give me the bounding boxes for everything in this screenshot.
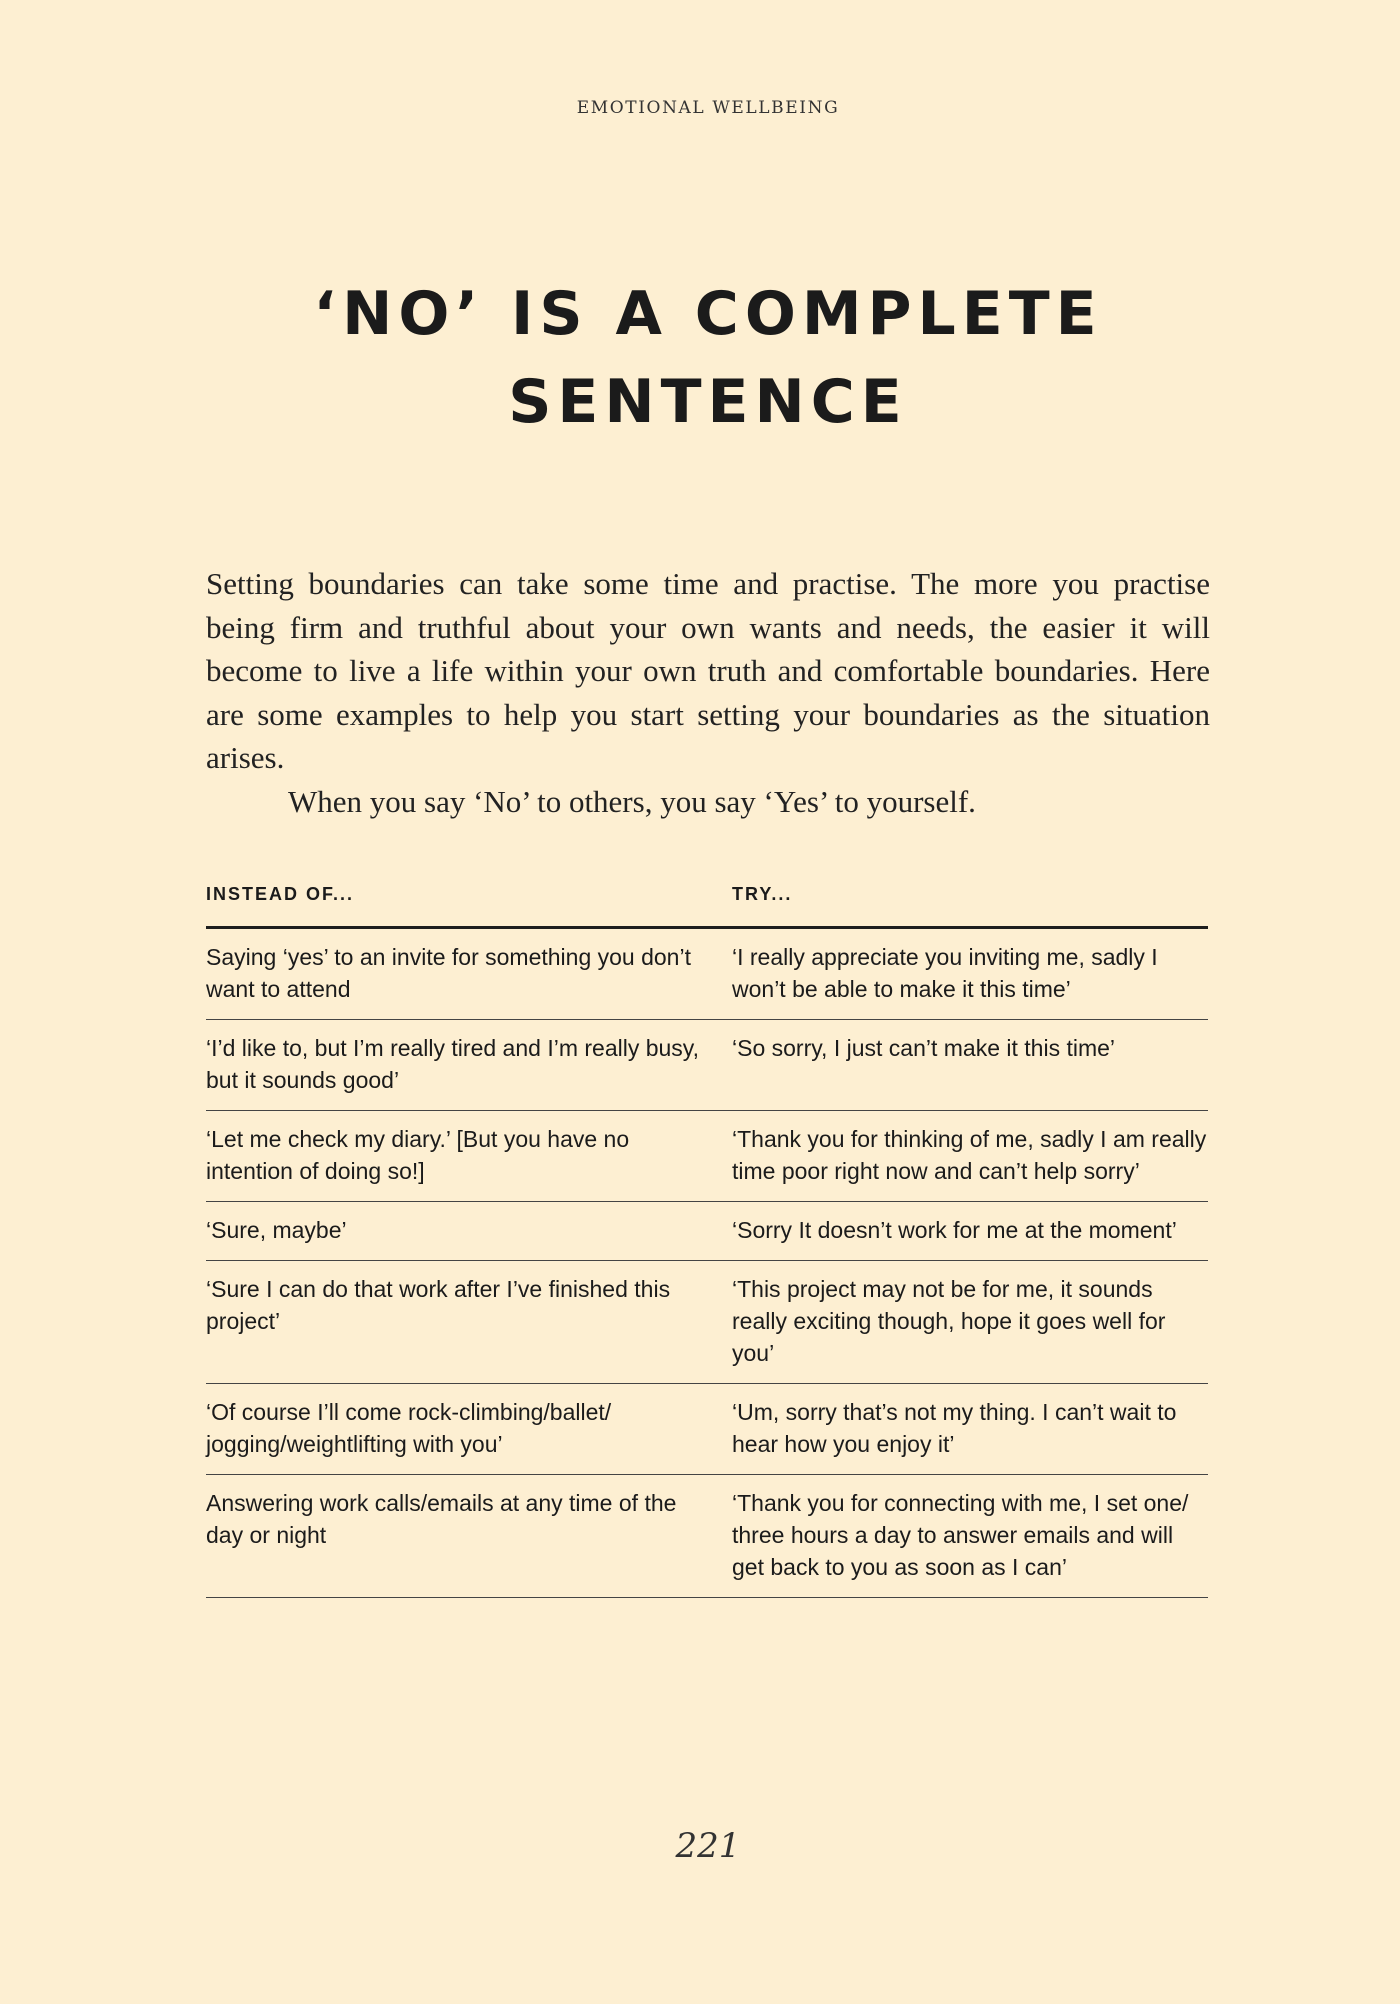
table-row <box>206 1202 1208 1261</box>
instead-cell: ‘Sure I can do that work after I’ve finished this project’ <box>206 1261 732 1384</box>
column-header-try: TRY... <box>732 868 1208 928</box>
try-cell: ‘Thank you for connecting with me, I set one/ three hours a day to answer emails and will get back to you as soon as I can’ <box>732 1475 1208 1598</box>
page-title-line-1: ‘NO’ IS A COMPLETE <box>313 279 1103 349</box>
try-cell: ‘This project may not be for me, it sounds really exciting though, hope it goes well for you’ <box>732 1261 1208 1384</box>
table-row <box>206 1261 1208 1384</box>
running-header: EMOTIONAL WELLBEING <box>576 98 840 118</box>
instead-cell: ‘I’d like to, but I’m really tired and I’m really busy, but it sounds good’ <box>206 1020 732 1111</box>
column-header-instead-of: INSTEAD OF... <box>206 868 732 928</box>
try-cell: ‘Sorry It doesn’t work for me at the moment’ <box>732 1202 1208 1261</box>
try-cell: ‘Thank you for thinking of me, sadly I am really time poor right now and can’t help sorry’ <box>732 1111 1208 1202</box>
table-header-row <box>206 868 1208 928</box>
instead-cell: ‘Of course I’ll come rock-climbing/ballet/ jogging/weightlifting with you’ <box>206 1384 732 1475</box>
instead-cell: ‘Let me check my diary.’ [But you have no intention of doing so!] <box>206 1111 732 1202</box>
instead-cell: Answering work calls/emails at any time of the day or night <box>206 1475 732 1598</box>
instead-cell: ‘Sure, maybe’ <box>206 1202 732 1261</box>
try-cell: ‘So sorry, I just can’t make it this time’ <box>732 1020 1208 1111</box>
table-row <box>206 1384 1208 1475</box>
intro-paragraph: Setting boundaries can take some time and practise. The more you practise being firm and truthful about your own wants and needs, the easier it will become to live a life within your own truth and comfortable boundaries. Here are some examples to help you start setting your boundaries as the situation arises. <box>206 566 1210 775</box>
boundaries-table <box>206 868 1208 1598</box>
page-number: 221 <box>675 1826 741 1866</box>
try-cell: ‘Um, sorry that’s not my thing. I can’t wait to hear how you enjoy it’ <box>732 1384 1208 1475</box>
page-title-line-2: SENTENCE <box>508 367 908 437</box>
table-row <box>206 1020 1208 1111</box>
body-text <box>206 562 1210 823</box>
quote-paragraph: When you say ‘No’ to others, you say ‘Yes’ to yourself. <box>288 783 976 819</box>
table-row <box>206 928 1208 1020</box>
table-row <box>206 1111 1208 1202</box>
page-title <box>0 270 1400 446</box>
instead-cell: Saying ‘yes’ to an invite for something you don’t want to attend <box>206 928 732 1020</box>
table-row <box>206 1475 1208 1598</box>
try-cell: ‘I really appreciate you inviting me, sadly I won’t be able to make it this time’ <box>732 928 1208 1020</box>
